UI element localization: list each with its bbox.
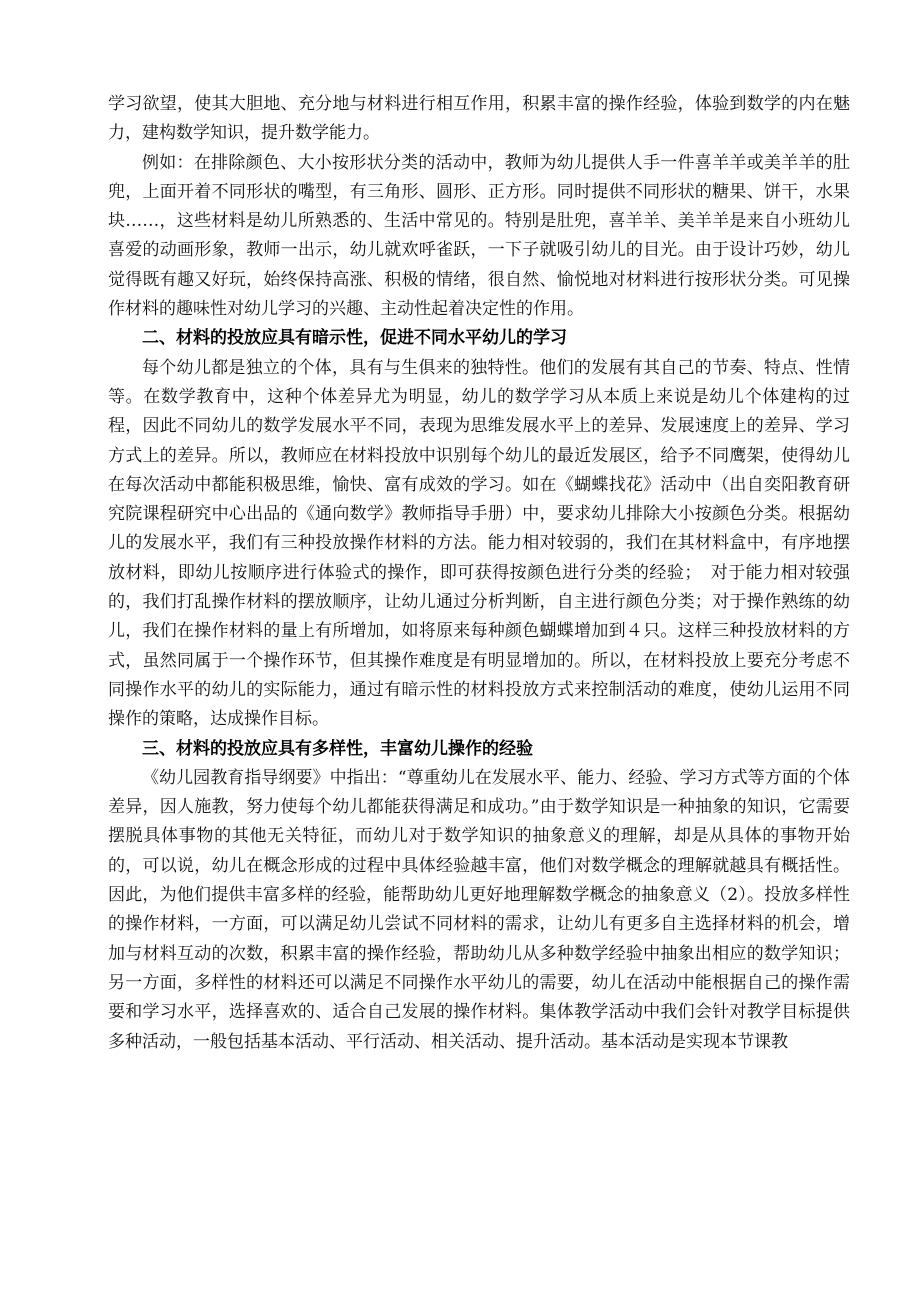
paragraph-individual-differences: 每个幼儿都是独立的个体，具有与生俱来的独特性。他们的发展有其自己的节奏、特点、性情等。在数学教育中，这种个体差异尤为明显，幼儿的数学学习从本质上来说是幼儿个体建构的过程，因此不同幼儿的数学发展水平不同，表现为思维发展水平上的差异、发展速度上的差异、学习方式上的差异。所以，教师应在材料投放中识别每个幼儿的最近发展区，给予不同鹰架，使得幼儿在每次活动中都能积极思维，愉快、富有成效的学习。如在《蝴蝶找花》活动中（出自奕阳教育研究院课程研究中心出品的《通向数学》教师指导手册）中，要求幼儿排除大小按颜色分类。根据幼儿的发展水平，我们有三种投放操作材料的方法。能力相对较弱的，我们在其材料盒中，有序地摆放材料，即幼儿按顺序进行体验式的操作，即可获得按颜色进行分类的经验； 对于能力相对较强的，我们打乱操作材料的摆放顺序，让幼儿通过分析判断，自主进行颜色分类；对于操作熟练的幼儿，我们在操作材料的量上有所增加，如将原来每种颜色蝴蝶增加到４只。这样三种投放材料的方式，虽然同属于一个操作环节，但其操作难度是有明显增加的。所以，在材料投放上要充分考虑不同操作水平的幼儿的实际能力，通过有暗示性的材料投放方式来控制活动的难度，使幼儿运用不同操作的策略，达成操作目标。 [108,357,850,730]
paragraph-diverse-materials: 《幼儿园教育指导纲要》中指出：“尊重幼儿在发展水平、能力、经验、学习方式等方面的个体差异，因人施教，努力使每个幼儿都能获得满足和成功。”由于数学知识是一种抽象的知识，它需要摆脱具体事物的其他无关特征，而幼儿对于数学知识的抽象意义的理解，却是从具体的事物开始的，可以说，幼儿在概念形成的过程中具体经验越丰富，他们对数学概念的理解就越具有概括性。因此，为他们提供丰富多样的经验，能帮助幼儿更好地理解数学概念的抽象意义（2）。投放多样性的操作材料，一方面，可以满足幼儿尝试不同材料的需求，让幼儿有更多自主选择材料的机会，增加与材料互动的次数，积累丰富的操作经验，帮助幼儿从多种数学经验中抽象出相应的数学知识；另一方面，多样性的材料还可以满足不同操作水平幼儿的需要，幼儿在活动中能根据自己的操作需要和学习水平，选择喜欢的、适合自己发展的操作材料。集体教学活动中我们会针对教学目标提供多种活动，一般包括基本活动、平行活动、相关活动、提升活动。基本活动是实现本节课教 [108,767,850,1052]
paragraph-intro-continuation: 学习欲望，使其大胆地、充分地与材料进行相互作用，积累丰富的操作经验，体验到数学的内在魅力，建构数学知识，提升数学能力。 [108,94,850,144]
paragraph-example-shape-sorting: 例如：在排除颜色、大小按形状分类的活动中，教师为幼儿提供人手一件喜羊羊或美羊羊的肚兜，上面开着不同形状的嘴型，有三角形、圆形、正方形。同时提供不同形状的糖果、饼干，水果块……，这些材料是幼儿所熟悉的、生活中常见的。特别是肚兜，喜羊羊、美羊羊是来自小班幼儿喜爱的动画形象，教师一出示，幼儿就欢呼雀跃，一下子就吸引幼儿的目光。由于设计巧妙，幼儿觉得既有趣又好玩，始终保持高涨、积极的情绪，很自然、愉悦地对材料进行按形状分类。可见操作材料的趣味性对幼儿学习的兴趣、主动性起着决定性的作用。 [108,152,850,320]
section-heading-3: 三、材料的投放应具有多样性，丰富幼儿操作的经验 [142,738,533,759]
section-heading-2: 二、材料的投放应具有暗示性，促进不同水平幼儿的学习 [142,328,567,349]
